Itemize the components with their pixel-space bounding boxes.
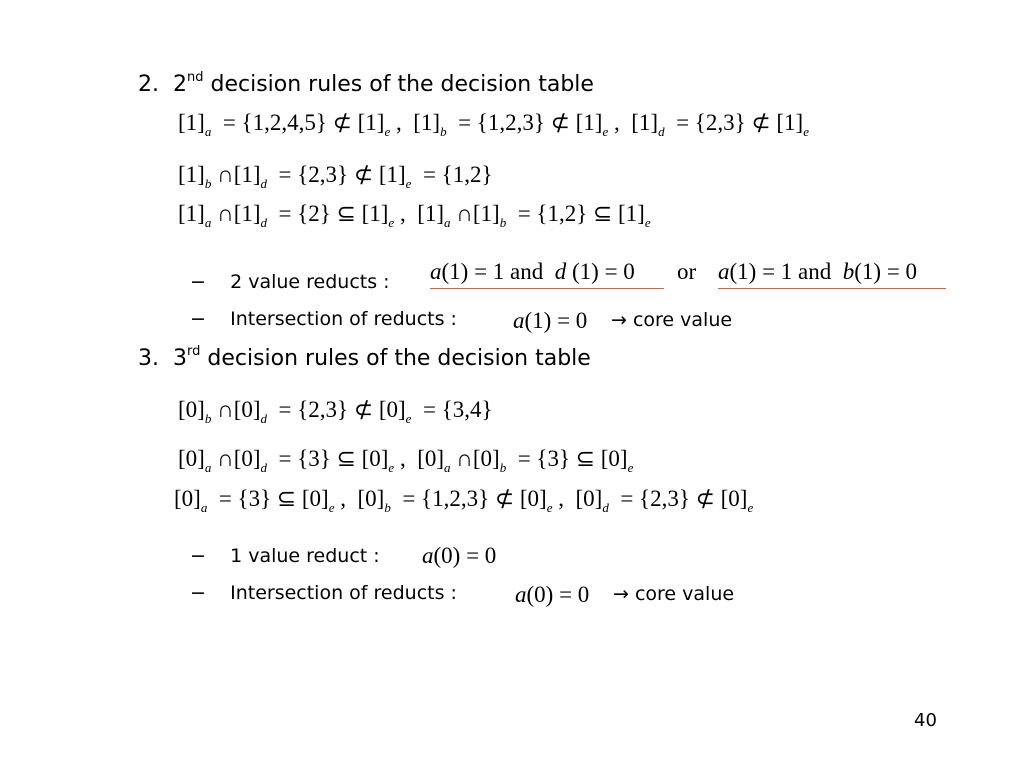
section-2-title-pre: 2 xyxy=(173,72,187,97)
equation-3-line-1: $[0]_b$ $\cap[0]_d = \{2,3\}$ ⊄ $[0]_e = \{3,4\}$ xyxy=(178,397,493,426)
reduct-3-eq: a(0) = 0 xyxy=(422,543,497,568)
section-3-sup: rd xyxy=(187,344,201,359)
bullet-dash: − xyxy=(190,545,206,567)
bullet-dash: − xyxy=(190,271,206,293)
bullet-2-2 xyxy=(190,308,457,330)
equation-2-line-1: $[1]_a = \{1,2,4,5\}$ ⊄ $[1]_e$ , $[1]_b = \{1,2,3\}$ ⊄ $[1]_e$ , $[1]_d = \{2,3\}$ ⊄ $[1]_e$ xyxy=(178,110,809,139)
equation-2-line-2: $[1]_b$ $\cap[1]_d = \{2,3\}$ ⊄ $[1]_e = \{1,2\}$ xyxy=(178,162,493,191)
core-3-eq: a(0) = 0 xyxy=(515,582,590,607)
core-3-suffix: → core value xyxy=(613,583,735,605)
page-number: 40 xyxy=(914,710,937,731)
section-2-number: 2. xyxy=(138,72,159,97)
section-2-sup: nd xyxy=(187,70,204,85)
section-3-heading xyxy=(138,346,591,371)
section-3-number: 3. xyxy=(138,346,159,371)
section-2-heading xyxy=(138,72,594,97)
and-word: and xyxy=(510,259,544,284)
or-word: or xyxy=(677,259,697,284)
reduct-2-a: a(1) = 1 and d (1) = 0 xyxy=(430,259,664,289)
equation-2-line-3: $[1]_a$ $\cap[1]_d = \{2\}$ ⊆ $[1]_e$ , $[1]_a$ $\cap[1]_b = \{1,2\}$ ⊆ $[1]_e$ xyxy=(178,201,651,230)
section-2-title-post: decision rules of the decision table xyxy=(203,72,594,97)
section-3-title-post: decision rules of the decision table xyxy=(200,346,591,371)
bullet-3-2 xyxy=(190,582,457,604)
equation-3-line-3: $[0]_a = \{3\}$ ⊆ $[0]_e$ , $[0]_b = \{1,2,3\}$ ⊄ $[0]_e$ , $[0]_d = \{2,3\}$ ⊄ $[0]_e$ xyxy=(174,486,754,515)
reduct-2-b: a(1) = 1 and b(1) = 0 xyxy=(718,259,946,289)
bullet-dash: − xyxy=(190,308,206,330)
bullet-2-2-label: Intersection of reducts : xyxy=(230,308,457,330)
bullet-3-2-label: Intersection of reducts : xyxy=(230,582,457,604)
bullet-dash: − xyxy=(190,582,206,604)
bullet-2-1 xyxy=(190,271,390,293)
section-3-title-pre: 3 xyxy=(173,346,187,371)
and-word-2: and xyxy=(798,259,832,284)
equation-3-line-2: $[0]_a$ $\cap[0]_d = \{3\}$ ⊆ $[0]_e$ , $[0]_a$ $\cap[0]_b = \{3\}$ ⊆ $[0]_e$ xyxy=(178,446,634,475)
core-2-eq: a(1) = 0 xyxy=(513,308,588,333)
bullet-3-1-label: 1 value reduct : xyxy=(230,545,380,567)
core-2-suffix: → core value xyxy=(611,309,733,331)
bullet-3-1 xyxy=(190,545,380,567)
bullet-2-1-label: 2 value reducts : xyxy=(230,271,390,293)
